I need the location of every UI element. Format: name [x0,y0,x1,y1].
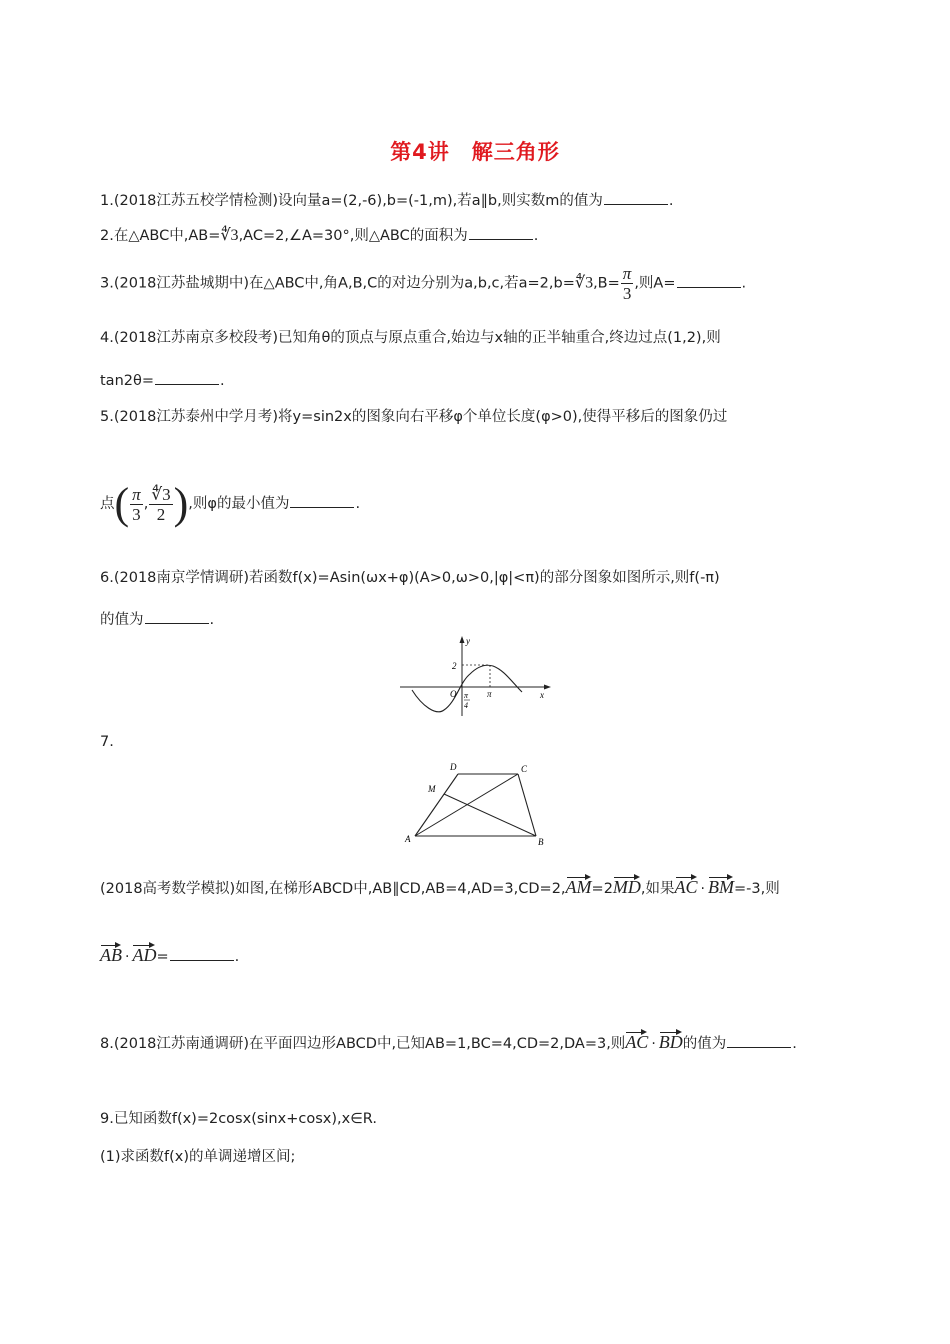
question-1 [100,190,673,212]
vector-ac: AC [675,872,698,896]
question-7-text-a: (2018高考数学模拟)如图,在梯形ABCD中,AB∥CD,AB=4,AD=3,CD=2, [100,881,566,897]
y-axis-label: y [466,636,470,646]
question-9-line-1: 9.已知函数f(x)=2cosx(sinx+cosx),x∈R. [100,1111,377,1127]
answer-blank [290,493,354,508]
question-2 [100,225,538,247]
side-ad [415,774,458,836]
question-3-end: . [741,275,747,292]
dot-operator: · [651,1036,656,1052]
dot-operator: · [700,881,705,897]
vertex-d-label: D [450,762,457,772]
sine-graph-figure [398,632,558,717]
fraction-numerator: π [132,484,141,504]
question-7-text-c: =-3,则 [734,881,780,897]
x-axis-label: x [540,690,544,700]
question-5-line-2 [100,479,361,528]
x-axis-arrow-icon [544,685,551,690]
question-5-text-a: 点 [100,496,115,512]
answer-blank [155,370,219,385]
answer-blank [469,225,533,240]
question-7-line-1 [100,872,780,900]
answer-blank [727,1033,791,1048]
fraction-denominator: 3 [622,284,632,303]
trapezoid-figure [400,760,552,852]
question-7-text-b: ,如果 [640,881,675,897]
question-4-end: . [220,373,225,389]
question-7-line-2 [100,940,239,968]
question-3-root: ∜3 [574,274,594,292]
question-4-line-1: 4.(2018江苏南京多校段考)已知角θ的顶点与原点重合,始边与x轴的正半轴重合,终边过点(1,2),则 [100,330,721,346]
vector-md: MD [613,872,641,896]
fraction-numerator: ∜3 [151,484,171,504]
question-5-end: . [355,496,361,512]
question-3-text-b: ,B= [593,275,620,292]
answer-blank [604,190,668,205]
question-6-line-1: 6.(2018南京学情调研)若函数f(x)=Asin(ωx+φ)(A>0,ω>0,|φ|<π)的部分图象如图所示,则f(-π) [100,570,720,586]
vector-bd: BD [659,1027,683,1051]
question-5-line-1: 5.(2018江苏泰州中学月考)将y=sin2x的图象向右平移φ个单位长度(φ>0),使得平移后的图象仍过 [100,409,728,425]
fraction-numerator: π [622,264,632,283]
vertex-c-label: C [521,764,528,774]
tick-fraction-denominator: 4 [464,701,468,710]
point-m-label: M [428,784,436,794]
vector-ad: AD [132,940,156,964]
question-4-line-2 [100,370,225,392]
question-3-text-a: 3.(2018江苏盐城期中)在△ABC中,角A,B,C的对边分别为a,b,c,若a=2,b= [100,275,575,292]
vector-ab: AB [100,940,122,964]
question-7-number: 7. [100,734,114,750]
y-axis-arrow-icon [460,636,465,643]
answer-blank [145,609,209,624]
question-6-line-2 [100,609,214,631]
equals-two: =2 [591,881,613,897]
vector-ac: AC [625,1027,648,1051]
side-bc [518,774,536,836]
comma: , [143,496,149,512]
question-4-text: tan2θ= [100,373,155,389]
tick-fraction-numerator: π [464,691,469,700]
max-value-label: 2 [452,661,457,671]
right-paren: ) [173,479,189,528]
question-9-line-2: (1)求函数f(x)的单调递增区间; [100,1149,296,1165]
vector-am: AM [566,872,592,896]
question-3-fraction [621,264,634,303]
question-8-end: . [792,1036,797,1052]
question-8-text-b: 的值为 [682,1036,727,1052]
pi-tick-label: π [487,689,492,699]
question-1-end: . [668,193,674,209]
origin-label: O [450,689,457,699]
vertex-a-label: A [405,834,411,844]
dot-operator: · [125,949,130,965]
question-5-text-b: ,则φ的最小值为 [188,496,290,512]
page-title: 第4讲 解三角形 [390,140,560,164]
question-6-text: 的值为 [100,612,144,628]
question-8 [100,1027,797,1055]
question-1-text: 1.(2018江苏五校学情检测)设向量a=(2,-6),b=(-1,m),若a∥b,则实数m的值为 [100,193,603,209]
left-paren: ( [114,479,130,528]
question-2-text-b: ,AC=2,∠A=30°,则△ABC的面积为 [238,228,468,244]
vector-bm: BM [708,872,734,896]
fraction-denominator: 2 [156,504,166,524]
segment-bm [444,794,536,836]
question-6-end: . [209,612,215,628]
answer-blank [677,273,741,288]
question-2-end: . [533,228,539,244]
question-2-text-a: 2.在△ABC中,AB= [100,228,221,244]
question-2-root: ∜3 [220,227,239,244]
question-3 [100,264,746,303]
question-5-fraction-2 [149,485,172,524]
question-7-end: . [234,949,240,965]
vertex-b-label: B [538,837,544,847]
equals-sign: = [156,949,169,965]
answer-blank [170,946,234,961]
fraction-denominator: 3 [132,504,141,524]
question-5-fraction-1 [130,485,143,524]
question-3-text-c: ,则A= [634,275,676,292]
question-8-text-a: 8.(2018江苏南通调研)在平面四边形ABCD中,已知AB=1,BC=4,CD=2,DA=3,则 [100,1036,626,1052]
